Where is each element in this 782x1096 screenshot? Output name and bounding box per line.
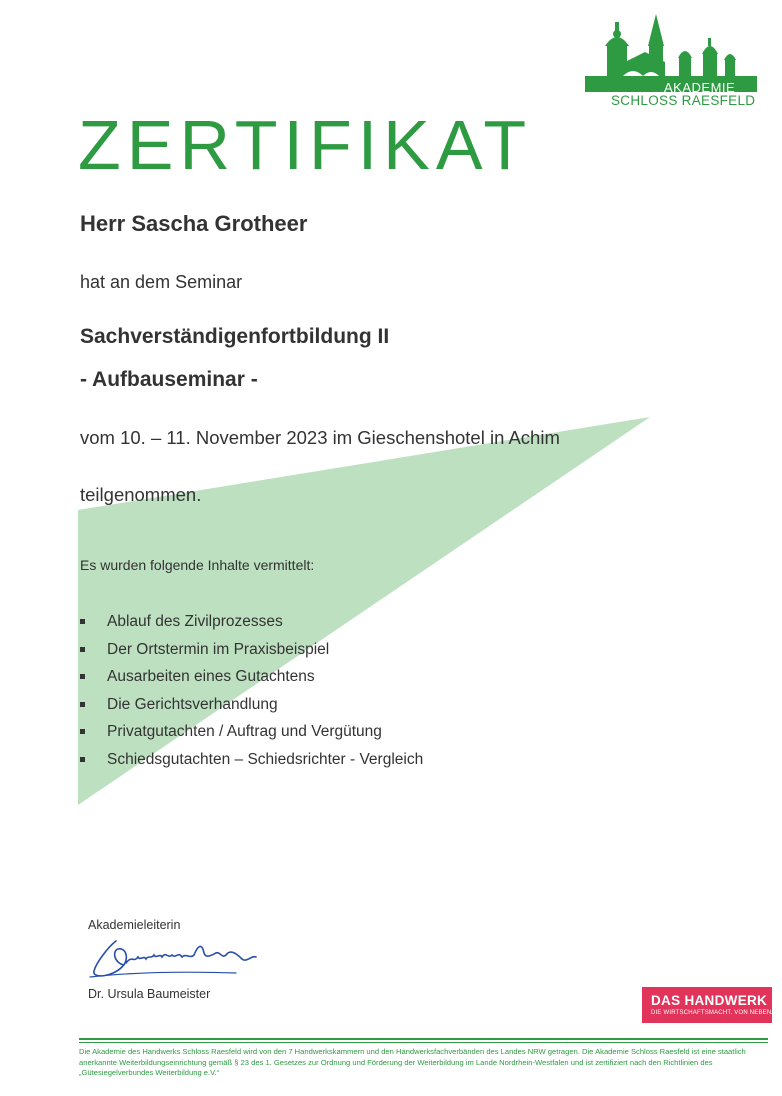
- topic-label: Schiedsgutachten – Schiedsrichter - Vergleich: [107, 750, 424, 768]
- topic-label: Der Ortstermin im Praxisbeispiel: [107, 640, 330, 658]
- participated-text: teilgenommen.: [80, 484, 202, 505]
- logo-text-akademie: AKADEMIE: [664, 80, 736, 95]
- handwerk-badge-title: DAS HANDWERK: [651, 993, 768, 1008]
- signatory-role: Akademieleiterin: [88, 918, 181, 932]
- bullet-icon: [80, 757, 85, 762]
- topic-label: Die Gerichtsverhandlung: [107, 695, 278, 713]
- recipient-name: Herr Sascha Grotheer: [80, 211, 308, 236]
- certificate-title: ZERTIFIKAT: [78, 106, 533, 184]
- topic-label: Ablauf des Zivilprozesses: [107, 613, 283, 630]
- logo-text-schloss: SCHLOSS RAESFELD: [611, 93, 756, 108]
- date-location: vom 10. – 11. November 2023 im Gieschenshotel in Achim: [80, 427, 560, 448]
- seminar-subtitle: - Aufbauseminar -: [80, 368, 258, 391]
- topic-label: Privatgutachten / Auftrag und Vergütung: [107, 723, 382, 740]
- topic-label: Ausarbeiten eines Gutachtens: [107, 668, 315, 685]
- footer-divider-thin: [79, 1042, 768, 1043]
- handwritten-signature: [86, 933, 266, 983]
- bullet-icon: [80, 647, 85, 652]
- footer-text: Die Akademie des Handwerks Schloss Raesfeld wird von den 7 Handwerkskammern und den Handwerksfachverbänden des Landes NRW getragen. Die Akademie Schloss Raesfeld ist eine staatlich anerkannte Weiterbildungseinrichtung gemäß § 23 des 1. Gesetzes zur Ordnung und Förderung der Weiterbildung im Lande Nordrhein-Westfalen und ist zertifiziert nach den Richtlinien des „Gütesiegelverbundes Weiterbildung e.V.“: [79, 1047, 746, 1077]
- intro-text: hat an dem Seminar: [80, 272, 243, 292]
- bullet-icon: [80, 674, 85, 679]
- bullet-icon: [80, 702, 85, 707]
- signatory-name: Dr. Ursula Baumeister: [88, 987, 211, 1001]
- bullet-icon: [80, 729, 85, 734]
- contents-intro: Es wurden folgende Inhalte vermittelt:: [80, 557, 315, 573]
- seminar-title: Sachverständigenfortbildung II: [80, 325, 390, 348]
- bullet-icon: [80, 619, 85, 624]
- footer-divider: [79, 1038, 768, 1040]
- handwerk-badge-tagline: DIE WIRTSCHAFTSMACHT. VON NEBENAN.: [651, 1010, 782, 1016]
